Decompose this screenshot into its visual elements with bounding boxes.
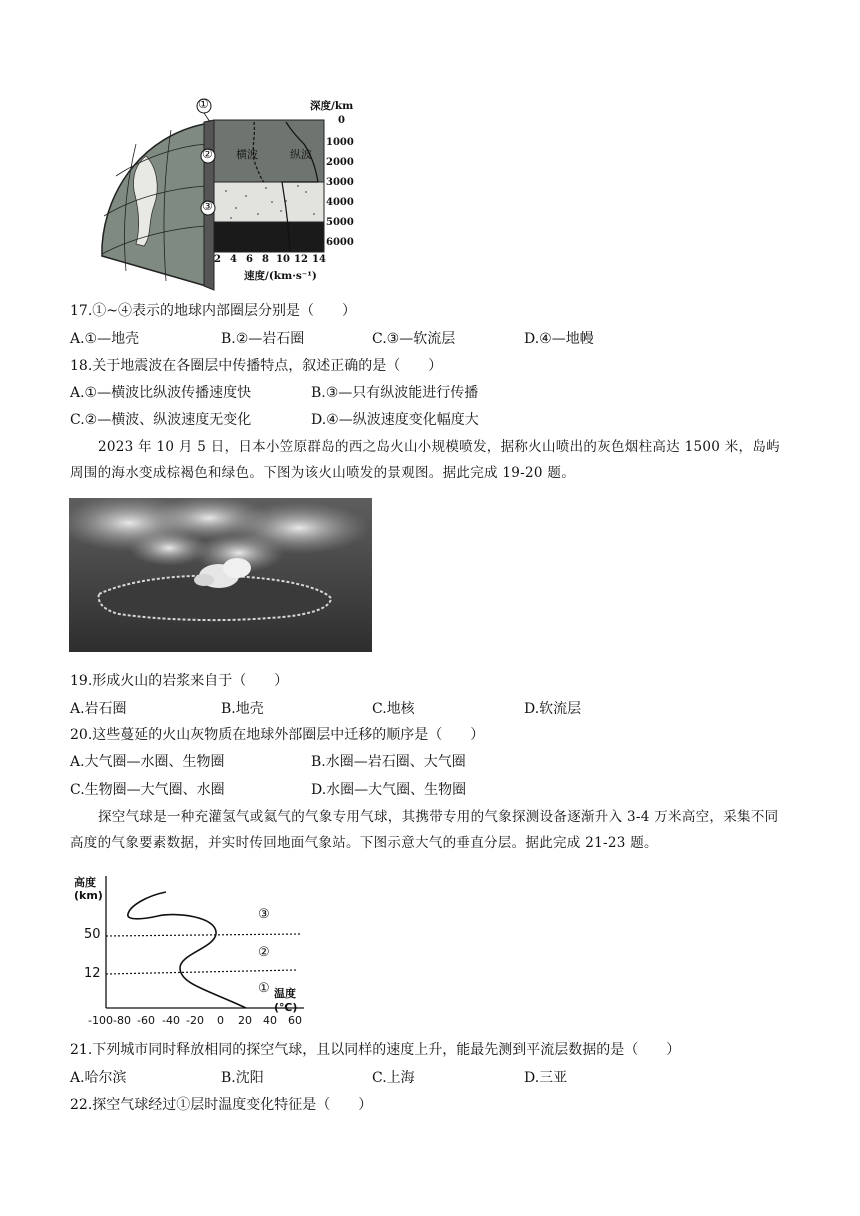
speed-axis-title: 速度/(km·s⁻¹) [244,270,317,282]
question-22-stem: 22.探空气球经过①层时温度变化特征是（ ） [70,1097,373,1113]
q18-option-d: D.④—纵波速度变化幅度大 [311,412,479,428]
atmosphere-layers-figure [68,866,318,1032]
volcano-photo [69,498,372,652]
x-tick-neg40: -40 [162,1014,180,1027]
q17-option-a: A.①—地壳 [70,331,140,347]
s-wave-label: 横波 [236,148,258,161]
marker-2: ② [202,147,213,161]
speed-tick-12: 12 [294,254,308,265]
q20-option-b: B.水圈—岩石圈、大气圈 [311,754,466,770]
q20-option-d: D.水圈—大气圈、生物圈 [311,782,467,798]
speed-tick-8: 8 [262,254,269,265]
depth-axis-title: 深度/km [310,100,354,112]
q17-option-d: D.④—地幔 [524,331,594,347]
depth-tick-5000: 5000 [326,217,354,228]
p-wave-label: 纵波 [290,148,312,161]
q17-option-c: C.③—软流层 [372,331,456,347]
speed-tick-4: 4 [230,254,237,265]
question-20-stem: 20.这些蔓延的火山灰物质在地球外部圈层中迁移的顺序是（ ） [70,727,485,743]
q20-option-c: C.生物圈—大气圈、水圈 [70,782,225,798]
x-tick-60: 60 [288,1014,302,1027]
q20-option-a: A.大气圈—水圈、生物圈 [70,754,225,770]
speed-tick-10: 10 [276,254,290,265]
outer-core-layer [214,182,324,222]
speed-tick-14: 14 [312,254,326,265]
q18-option-c: C.②—横波、纵波速度无变化 [70,412,252,428]
x-tick-neg100: -100 [88,1014,113,1027]
depth-tick-1000: 1000 [326,137,354,148]
depth-tick-6000: 6000 [326,237,354,248]
marker-3: ③ [202,199,213,213]
depth-tick-2000: 2000 [326,157,354,168]
q19-option-b: B.地壳 [221,701,264,717]
q21-option-d: D.三亚 [524,1070,568,1086]
layer-3-label: ③ [258,907,270,922]
speed-tick-2: 2 [214,254,221,265]
q19-option-d: D.软流层 [524,701,582,717]
depth-tick-4000: 4000 [326,197,354,208]
question-17-stem: 17.①~④表示的地球内部圈层分别是（ ） [70,303,356,319]
q18-option-a: A.①—横波比纵波传播速度快 [70,385,252,401]
q19-option-c: C.地核 [372,701,415,717]
q21-option-b: B.沈阳 [221,1070,264,1086]
x-tick-neg80: -80 [113,1014,131,1027]
question-19-stem: 19.形成火山的岩浆来自于（ ） [70,673,289,689]
x-tick-20: 20 [238,1014,252,1027]
depth-tick-3000: 3000 [326,177,354,188]
y-tick-50: 50 [84,927,101,942]
x-tick-40: 40 [263,1014,277,1027]
q17-option-b: B.②—岩石圈 [221,331,305,347]
question-21-stem: 21.下列城市同时释放相同的探空气球，且以同样的速度上升，能最先测到平流层数据的是（ ） [70,1042,681,1058]
passage-volcano: 2023 年 10 月 5 日，日本小笠原群岛的西之岛火山小规模喷发，据称火山喷出的灰色烟柱高达 1500 米，岛屿周围的海水变成棕褐色和绿色。下图为该火山喷发的景观图。据此完成 19-20 题。 [70,439,780,481]
passage-balloon: 探空气球是一种充灌氢气或氦气的气象专用气球，其携带专用的气象探测设备逐渐升入 3-4 万米高空，采集不同高度的气象要素数据，并实时传回地面气象站。下图示意大气的垂直分层。据此完成 21-23 题。 [70,809,779,851]
y-axis-title-2: (km) [74,889,103,902]
x-tick-0: 0 [217,1014,224,1027]
marker-1: ① [198,97,209,111]
y-axis-title-1: 高度 [74,876,96,889]
inner-core-layer [214,222,324,252]
q21-option-a: A.哈尔滨 [70,1070,127,1086]
boundary-50km [106,934,300,936]
speed-tick-6: 6 [246,254,253,265]
x-tick-neg20: -20 [186,1014,204,1027]
depth-tick-0: 0 [338,115,345,126]
question-18-stem: 18.关于地震波在各圈层中传播特点，叙述正确的是（ ） [70,358,443,374]
y-tick-12: 12 [84,966,101,981]
layer-2-label: ② [258,945,270,960]
q18-option-b: B.③—只有纵波能进行传播 [311,385,479,401]
volcano-eruption-image [69,498,372,652]
temperature-curve [128,892,246,1008]
x-tick-neg60: -60 [137,1014,155,1027]
boundary-12km [106,970,296,974]
x-axis-title: 温度 (℃) [274,987,298,1014]
layer-1-label: ① [258,981,270,996]
q21-option-c: C.上海 [372,1070,415,1086]
earth-interior-figure [86,96,376,292]
q19-option-a: A.岩石圈 [70,701,127,717]
